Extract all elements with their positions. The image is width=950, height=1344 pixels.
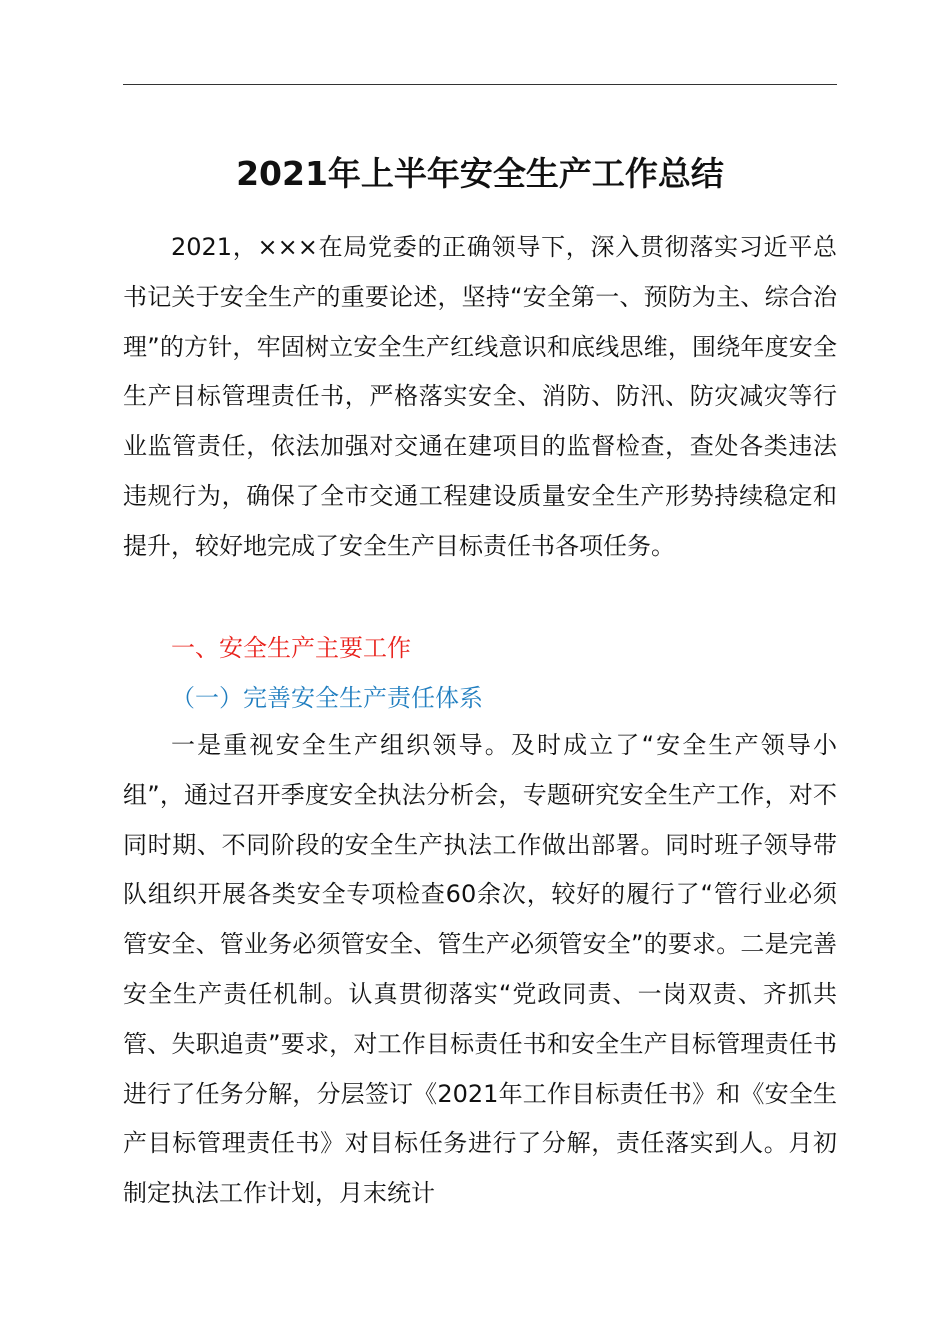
intro-paragraph: 2021，×××在局党委的正确领导下，深入贯彻落实习近平总书记关于安全生产的重要论述，坚持“安全第一、预防为主、综合治理”的方针，牢固树立安全生产红线意识和底线思维，围绕年度安全生产目标管理责任书，严格落实安全、消防、防汛、防灾减灾等行业监管责任，依法加强对交通在建项目的监督检查，查处各类违法违规行为，确保了全市交通工程建设质量安全生产形势持续稳定和提升，较好地完成了安全生产目标责任书各项任务。 bbox=[123, 233, 837, 560]
header-rule bbox=[123, 84, 837, 85]
section-heading-main-work: 一、安全生产主要工作 bbox=[171, 634, 411, 662]
responsibility-paragraph: 一是重视安全生产组织领导。及时成立了“安全生产领导小组”，通过召开季度安全执法分析会，专题研究安全生产工作，对不同时期、不同阶段的安全生产执法工作做出部署。同时班子领导带队组织开展各类安全专项检查60余次，较好的履行了“管行业必须管安全、管业务必须管安全、管生产必须管安全”的要求。二是完善安全生产责任机制。认真贯彻落实“党政同责、一岗双责、齐抓共管、失职追责”要求，对工作目标责任书和安全生产目标管理责任书进行了任务分解，分层签订《2021年工作目标责任书》和《安全生产目标管理责任书》对目标任务进行了分解，责任落实到人。月初制定执法工作计划，月末统计 bbox=[123, 731, 837, 1208]
document-title: 2021年上半年安全生产工作总结 bbox=[236, 154, 724, 193]
subsection-heading-responsibility-system: （一）完善安全生产责任体系 bbox=[171, 684, 483, 712]
